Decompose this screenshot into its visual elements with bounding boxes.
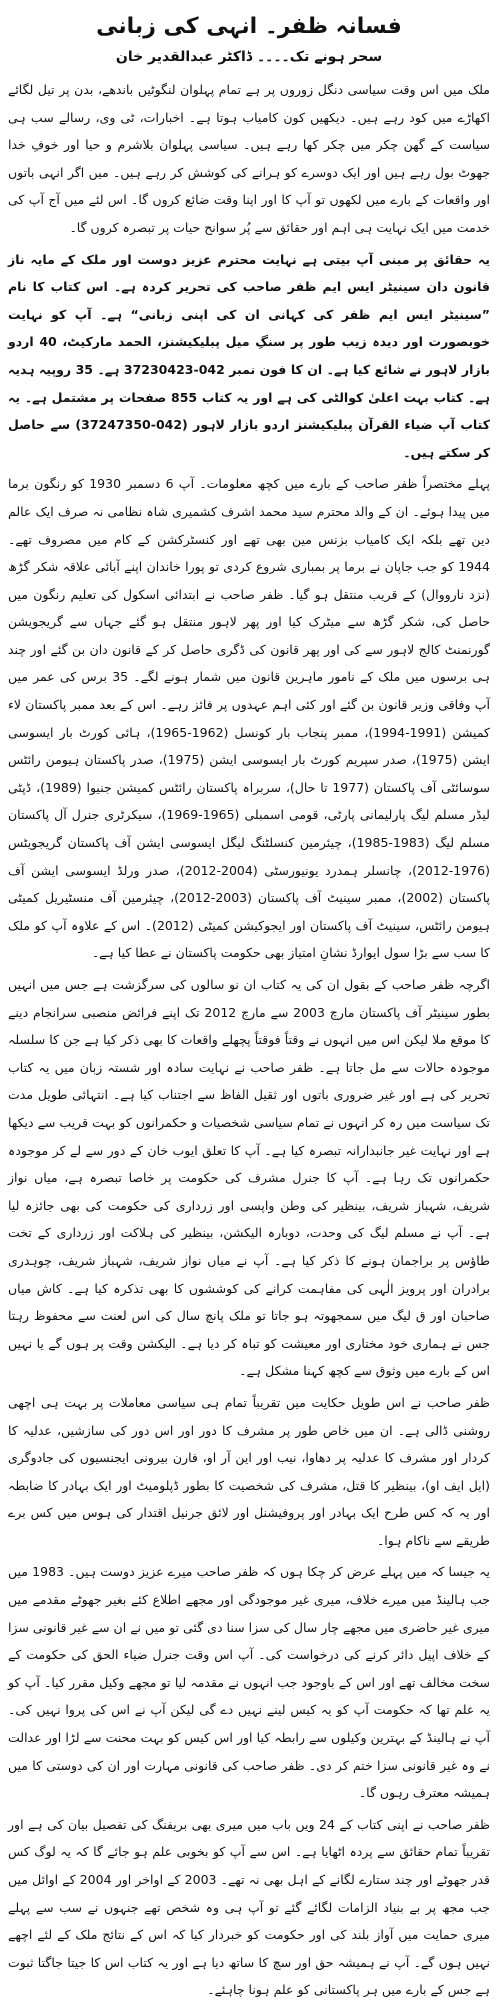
- article-paragraph: ظفر صاحب نے اپنی کتاب کے 24 ویں باب میں میری بھی بریفنگ کی تفصیل بیان کی ہے اور تقریباً تمام حقائق سے پردہ اٹھایا ہے۔ اس سے آپ کو بخوبی علم ہو جائے گا کہ یہ لوگ کس قدر جھوٹے اور چند ستارے لگانے کے اہل بھی نہ تھے۔ 2003 کے اواخر اور 2004 کے اوائل میں جب مجھ پر بے بنیاد الزامات لگائے گئے تو آپ ہی وہ شخص تھے جنہوں نے سب سے پہلے میری حمایت میں آواز بلند کی اور حکومت کو خبردار کیا کہ اس کے نتائج ملک کے لئے اچھے نہیں ہوں گے۔ آپ نے ہمیشہ حق اور سچ کا ساتھ دیا ہے اور یہ کتاب اس کا جیتا جاگتا ثبوت ہے جس کے بارے میں ہر پاکستانی کو علم ہونا چاہئے۔: [8, 1816, 491, 1998]
- article-paragraph: یہ جیسا کہ میں پہلے عرض کر چکا ہوں کہ ظفر صاحب میرے عزیز دوست ہیں۔ 1983 میں جب ہالینڈ میں میرے خلاف، میری غیر موجودگی اور مجھے اطلاع کئے بغیر جھوٹے مقدمے میں میری غیر حاضری میں مجھے چار سال کی سزا سنا دی گئی تو میں نے ان سے غیر قانونی سزا کے خلاف اپیل دائر کرنے کی درخواست کی۔ آپ اس وقت جنرل ضیاء الحق کی حکومت کے سخت مخالف تھے اور اس کے باوجود جب انہوں نے مقدمہ لیا تو مجھے وکیل مقرر کیا۔ آپ کو یہ علم تھا کہ حکومت آپ کو یہ کیس لینے نہیں دے گی لیکن آپ نے اس کی پروا نہیں کی۔ آپ نے ہالینڈ کے بہترین وکیلوں سے رابطہ کیا اور اس کیس کو بہت محنت سے لڑا اور عدالت نے وہ غیر قانونی سزا ختم کر دی۔ ظفر صاحب کی قانونی مہارت اور ان کی دوستی کا میں ہمیشہ معترف رہوں گا۔: [8, 1564, 490, 1801]
- article-paragraph: ملک میں اس وقت سیاسی دنگل زوروں پر ہے تمام پہلوان لنگوٹیں باندھے، بدن پر تیل لگائے اکھاڑے میں کود رہے ہیں۔ دیکھیں کون کامیاب ہوتا ہے۔ اخبارات، ٹی وی، رسالے سب ہی سیاست کے گھن چکر میں چکر کھا رہے ہیں۔ سیاسی پہلوان بلاشرم و حیا اور خوفِ خدا جھوٹ بول رہے ہیں اور ایک دوسرے کو ہرانے کی کوشش کر رہے ہیں۔ میں اگر انہی باتوں اور واقعات کے بارے میں لکھوں تو آپ کا اور اپنا وقت ضائع کروں گا۔ اس لئے میں آج آپ کی خدمت میں ایک نہایت ہی اہم اور حقائق سے پُر سوانح حیات پر تبصرہ کروں گا۔: [8, 82, 490, 235]
- article-paragraph: پہلے مختصراً ظفر صاحب کے بارے میں کچھ معلومات۔ آپ 6 دسمبر 1930 کو رنگون برما میں پیدا ہوئے۔ ان کے والد محترم سید محمد اشرف کشمیری شاہ نظامی نہ صرف ایک عالم دین تھے بلکہ ایک کامیاب بزنس مین بھی تھے اور کنسٹرکشن کے کام میں مصروف تھے۔ 1944 کو جب جاپان نے برما پر بمباری شروع کردی تو پورا خاندان اپنے آبائی علاقہ شکر گڑھ (نزد نارووال) کے قریب منتقل ہو گیا۔ ظفر صاحب نے ابتدائی اسکول کی تعلیم رنگون میں حاصل کی، شکر گڑھ سے میٹرک کیا اور پھر لاہور منتقل ہو گئے جہاں سے گریجویشن گورنمنٹ کالج لاہور سے کی اور پھر قانون کی ڈگری حاصل کر کے قانون دان بن گئے اور چند ہی برسوں میں ملک کے نامور ماہرین قانون میں شمار ہونے لگے۔ 35 برس کی عمر میں آپ وفاقی وزیر قانون بن گئے اور کئی اہم عہدوں پر فائز رہے۔ اس کے بعد ممبر پاکستان لاء کمیشن (1991-1994)، ممبر پنجاب بار کونسل (1962-1965)، ہائی کورٹ بار ایسوسی ایشن (1975)، صدر سپریم کورٹ بار ایسوسی ایشن (1975)، صدر پاکستان ہیومن رائٹس سوسائٹی آف پاکستان (1977 تا حال)، سربراہ پاکستان رائٹس کمیشن جنیوا (1989)، ڈپٹی لیڈر مسلم لیگ پارلیمانی پارٹی، قومی اسمبلی (1965-1969)، سیکرٹری جنرل آل پاکستان مسلم لیگ (1983-1985)، چیئرمین کنسلٹنگ لیگل ایسوسی ایشن آف پاکستان گریجویٹس (1976-2012)، چانسلر ہمدرد یونیورسٹی (2004-2012)، صدر ورلڈ ایسوسی ایشن آف پاکستان (2002)، ممبر سینیٹ آف پاکستان (2003-2012)، چیئرمین آف منسٹیریل کمیٹی ہیومن رائٹس، سینیٹ آف پاکستان اور ایجوکیشن کمیٹی (2012)۔ اس کے علاوہ آپ کو ملک کا سب سے بڑا سول ایوارڈ نشانِ امتیاز بھی حکومت پاکستان نے عطا کیا ہے۔: [8, 476, 491, 961]
- article-byline: سحر ہونے تک۔۔۔۔ ڈاکٹر عبدالقدیر خان: [115, 49, 383, 65]
- article-paragraph: اگرچہ ظفر صاحب کے بقول ان کی یہ کتاب ان نو سالوں کی سرگزشت ہے جس میں انہیں بطور سینیٹر آف پاکستان مارچ 2003 سے مارچ 2012 تک اپنے فرائض منصبی سرانجام دینے کا موقع ملا لیکن اس میں انہوں نے وقتاً فوقتاً پچھلے واقعات کا بھی ذکر کیا ہے جن کا سلسلہ موجودہ حالات سے مل جاتا ہے۔ ظفر صاحب نے نہایت سادہ اور شستہ زبان میں یہ کتاب تحریر کی ہے اور غیر ضروری باتوں اور ثقیل الفاظ سے اجتناب کیا ہے۔ انتہائی طویل مدت تک سیاست میں رہ کر انہوں نے تمام سیاسی شخصیات و حکمرانوں کو بہت قریب سے دیکھا ہے اور نہایت غیر جانبدارانہ تبصرہ کیا ہے۔ آپ کا تعلق ایوب خان کے دور سے لے کر موجودہ حکمرانوں تک رہا ہے۔ آپ کا جنرل مشرف کی حکومت پر خاصا تبصرہ ہے، میاں نواز شریف، شہباز شریف، بینظیر کی وطن واپسی اور زرداری کی حکومت کی بھی جائزہ لیا ہے۔ آپ نے مسلم لیگ کی وحدت، دوبارہ الیکشن، بینظیر کی ہلاکت اور زرداری کے تخت طاؤس پر براجمان ہونے کا ذکر کیا ہے۔ آپ نے میاں نواز شریف، شہباز شریف، چوہدری برادران اور پرویز الٰہی کی مفاہمت کرانے کی کوششوں کا بھی تذکرہ کیا ہے۔ کاش میاں صاحبان اور ق لیگ میں سمجھوتہ ہو جاتا تو ملک پانچ سال کی اس لعنت سے محفوظ رہتا جس نے ہماری خود مختاری اور معیشت کو تباہ کر دیا ہے۔ الیکشن وقت پر ہوں گے یا نہیں اس کے بارے میں وثوق سے کچھ کہنا مشکل ہے۔: [8, 977, 490, 1379]
- article-paragraph: یہ حقائق پر مبنی آپ بیتی ہے نہایت محترم عزیز دوست اور ملک کے مایہ ناز قانون دان سینیٹر ایس ایم ظفر صاحب کی تحریر کردہ ہے۔ اس کتاب کا نام ”سینیٹر ایس ایم ظفر کی کہانی ان کی اپنی زبانی“ ہے۔ آپ کو نہایت خوبصورت اور دیدہ زیب طور پر سنگِ میل پبلیکیشنز، الحمد مارکیٹ، 40 اردو بازار لاہور نے شائع کیا ہے۔ ان کا فون نمبر 042-37230423 ہے۔ 35 روپیہ ہدیہ ہے۔ کتاب بہت اعلیٰ کوالٹی کی ہے اور یہ کتاب 855 صفحات پر مشتمل ہے۔ یہ کتاب آپ ضیاء القرآن پبلیکیشنز اردو بازار لاہور (042-37247350) سے حاصل کر سکتے ہیں۔: [8, 251, 490, 460]
- article-body: [8, 76, 490, 2004]
- article-paragraph: ظفر صاحب نے اس طویل حکایت میں تقریباً تمام ہی سیاسی معاملات پر بہت ہی اچھی روشنی ڈالی ہے۔ ان میں خاص طور پر مشرف کا دور اور اس دور کی سازشیں، عدلیہ کا کردار اور مشرف کا عدلیہ پر دھاوا، نیب اور این آر او، فارن بیرونی ایجنسیوں کی جادوگری (ایل ایف او)، بینظیر کا قتل، مشرف کی شخصیت کا بطور ڈپلومیٹ اور ایک بہادر کا ضابطہ اور یہ کہ کس طرح ایک بہادر اور پروفیشنل اور لائق جرنیل اقتدار کی ہوس میں کس برے طریقے سے ناکام ہوا۔: [8, 1394, 490, 1548]
- article-title: فسانہ ظفر۔ انہی کی زبانی: [96, 14, 402, 39]
